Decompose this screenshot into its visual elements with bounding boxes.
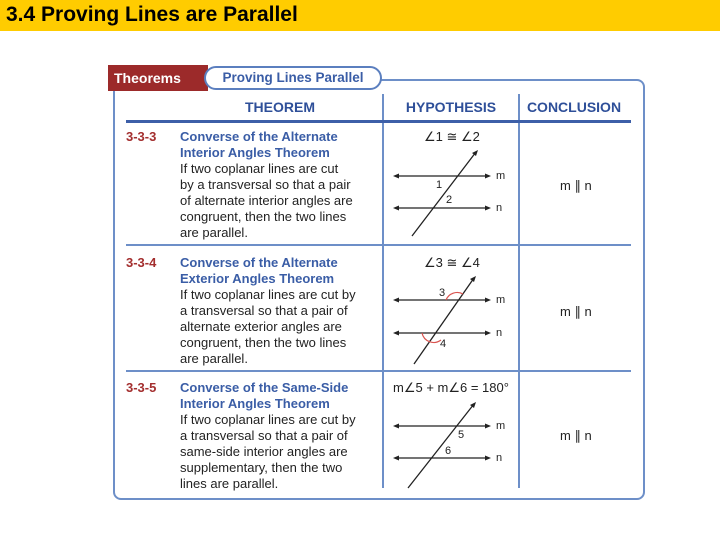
theorem-statement — [180, 287, 382, 367]
row-divider-1 — [126, 244, 631, 246]
header-divider — [126, 120, 631, 123]
angle-label: 5 — [458, 429, 465, 441]
theorem-name — [180, 255, 380, 287]
transversal-line — [408, 404, 474, 488]
hypothesis-text: ∠3 ≅ ∠4 — [424, 255, 480, 270]
angle-label: 2 — [446, 194, 453, 206]
angle-label: 4 — [440, 338, 447, 350]
statement-line: supplementary, then the two — [180, 460, 343, 475]
line-label-n: n — [496, 327, 503, 339]
arrowhead-icon — [393, 331, 399, 336]
arrowhead-icon — [485, 424, 491, 429]
line-label-n: n — [496, 452, 503, 464]
arrowhead-icon — [393, 298, 399, 303]
theorem-number: 3-3-5 — [126, 380, 157, 395]
slide-title: 3.4 Proving Lines are Parallel — [6, 3, 298, 26]
statement-line: are parallel. — [180, 351, 248, 366]
line-label-m: m — [496, 170, 506, 182]
statement-line: a transversal so that a pair of — [180, 428, 348, 443]
slide-title-bar — [0, 0, 720, 31]
theorem-statement — [180, 161, 382, 241]
conclusion-text: m ∥ n — [560, 178, 592, 193]
theorem-name-line: Converse of the Alternate — [180, 255, 338, 270]
parallel-lines-figure — [392, 276, 512, 366]
arrowhead-icon — [485, 456, 491, 461]
statement-line: of alternate interior angles are — [180, 193, 353, 208]
statement-line: congruent, then the two lines — [180, 209, 347, 224]
theorem-name — [180, 129, 380, 161]
statement-line: If two coplanar lines are cut by — [180, 412, 356, 427]
theorem-statement — [180, 412, 382, 492]
statement-line: same-side interior angles are — [180, 444, 348, 459]
angle-label: 3 — [439, 287, 446, 299]
arrowhead-icon — [485, 331, 491, 336]
theorem-name-line: Interior Angles Theorem — [180, 396, 330, 411]
angle-label: 6 — [445, 445, 452, 457]
line-label-m: m — [496, 294, 506, 306]
arrowhead-icon — [470, 276, 476, 282]
angle-arc — [446, 292, 463, 300]
arrowhead-icon — [485, 206, 491, 211]
statement-line: If two coplanar lines are cut by — [180, 287, 356, 302]
theorem-name-line: Converse of the Same-Side — [180, 380, 349, 395]
column-header-conclusion: CONCLUSION — [526, 99, 622, 115]
column-header-hypothesis: HYPOTHESIS — [405, 99, 497, 115]
parallel-lines-figure — [392, 402, 512, 492]
angle-label: 1 — [436, 179, 443, 191]
hypothesis-text: ∠1 ≅ ∠2 — [424, 129, 480, 144]
arrowhead-icon — [485, 174, 491, 179]
column-header-theorem: THEOREM — [245, 99, 315, 115]
column-divider-2 — [518, 94, 520, 488]
theorem-name-line: Converse of the Alternate — [180, 129, 338, 144]
theorem-name-line: Interior Angles Theorem — [180, 145, 330, 160]
statement-line: lines are parallel. — [180, 476, 279, 491]
statement-line: alternate exterior angles are — [180, 319, 342, 334]
statement-line: congruent, then the two lines — [180, 335, 347, 350]
statement-line: are parallel. — [180, 225, 248, 240]
arrowhead-icon — [393, 424, 399, 429]
arrowhead-icon — [393, 174, 399, 179]
line-label-n: n — [496, 202, 503, 214]
theorem-number: 3-3-4 — [126, 255, 157, 270]
arrowhead-icon — [393, 206, 399, 211]
conclusion-text: m ∥ n — [560, 428, 592, 443]
statement-line: by a transversal so that a pair — [180, 177, 351, 192]
conclusion-text: m ∥ n — [560, 304, 592, 319]
column-divider-1 — [382, 94, 384, 488]
parallel-lines-figure — [392, 150, 512, 240]
theorem-name — [180, 380, 380, 412]
hypothesis-text: m∠5 + m∠6 = 180° — [393, 380, 509, 395]
line-label-m: m — [496, 420, 506, 432]
theorem-name-line: Exterior Angles Theorem — [180, 271, 335, 286]
statement-line: a transversal so that a pair of — [180, 303, 348, 318]
statement-line: If two coplanar lines are cut — [180, 161, 339, 176]
transversal-line — [412, 152, 476, 236]
row-divider-2 — [126, 370, 631, 372]
theorems-tab-label: Theorems — [108, 65, 208, 91]
angle-arc — [422, 333, 441, 342]
arrowhead-icon — [485, 298, 491, 303]
theorem-number: 3-3-3 — [126, 129, 157, 144]
arrowhead-icon — [393, 456, 399, 461]
topic-tab-label: Proving Lines Parallel — [204, 66, 382, 90]
